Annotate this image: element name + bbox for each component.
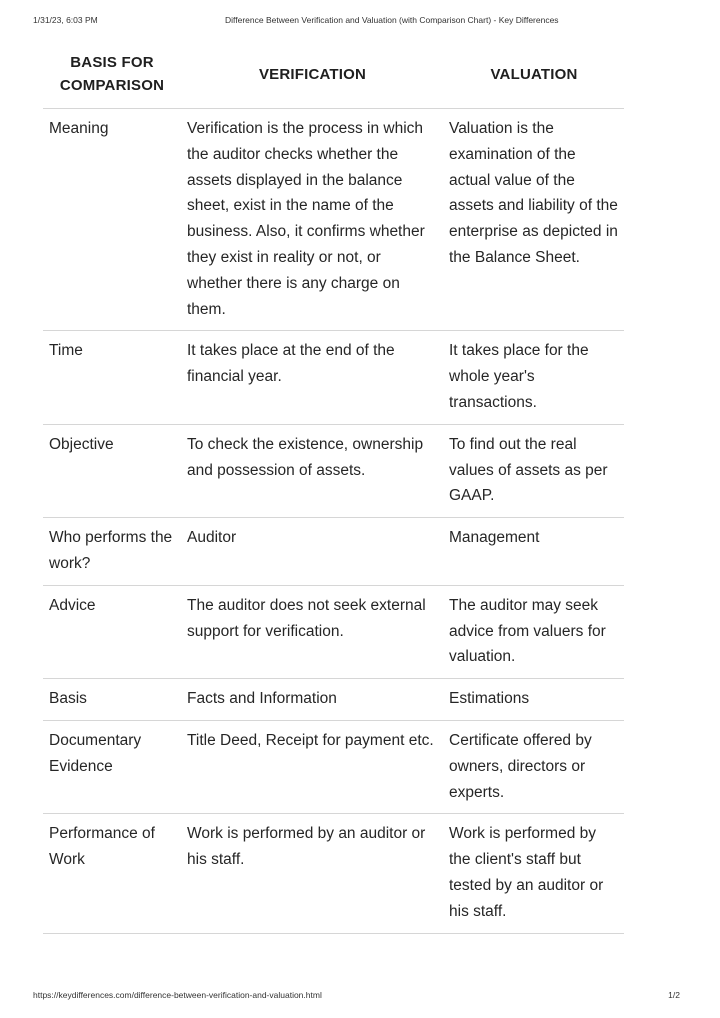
table-row [43, 331, 624, 424]
basis-cell: Who performs the work? [49, 529, 173, 572]
print-url: https://keydifferences.com/difference-between-verification-and-valuation.html [33, 990, 322, 1000]
basis-cell: Advice [49, 596, 96, 614]
valuation-cell: It takes place for the whole year's transactions. [449, 342, 589, 411]
valuation-cell: The auditor may seek advice from valuers for valuation. [449, 596, 606, 666]
basis-cell: Meaning [49, 120, 109, 137]
basis-cell: Time [49, 342, 83, 360]
header-verification: VERIFICATION [258, 65, 367, 83]
valuation-cell: Estimations [449, 690, 530, 708]
verification-cell: Auditor [187, 529, 237, 547]
verification-cell: It takes place at the end of the financial year. [187, 342, 395, 386]
print-datetime: 1/31/23, 6:03 PM [33, 15, 98, 25]
valuation-cell: Management [449, 529, 540, 547]
table-row [43, 109, 624, 331]
comparison-table [43, 50, 624, 934]
comparison-table-container [43, 50, 624, 934]
verification-cell: The auditor does not seek external support for verification. [187, 596, 426, 640]
valuation-cell: Valuation is the examination of the actual value of the assets and liability of the enterprise as depicted in the Balance Sheet. [449, 120, 618, 266]
verification-cell: Verification is the process in which the auditor checks whether the assets displayed in the balance sheet, exist in the name of the business. Also, it confirms whether they exist in reality or not, or whether there is any charge on them. [187, 120, 425, 318]
valuation-cell: Work is performed by the client's staff but tested by an auditor or his staff. [449, 825, 604, 920]
basis-cell: Objective [49, 435, 114, 453]
header-valuation: VALUATION [490, 65, 578, 83]
header-basis-line1: BASIS FOR [70, 54, 154, 71]
basis-cell: Performance of Work [49, 825, 155, 869]
table-row [43, 679, 624, 721]
valuation-cell: To find out the real values of assets as per GAAP. [449, 435, 608, 505]
table-row [43, 424, 624, 517]
table-header-row [43, 50, 624, 109]
header-basis [43, 50, 181, 109]
print-page-title: Difference Between Verification and Valuation (with Comparison Chart) - Key Differences [225, 15, 559, 25]
basis-cell: Basis [49, 690, 87, 708]
table-row [43, 814, 624, 933]
verification-cell: Work is performed by an auditor or his staff. [187, 825, 426, 869]
table-row [43, 720, 624, 813]
verification-cell: Facts and Information [187, 690, 337, 708]
valuation-cell: Certificate offered by owners, directors or experts. [449, 731, 592, 801]
print-header [33, 15, 687, 29]
verification-cell: To check the existence, ownership and possession of assets. [187, 435, 424, 479]
page-number: 1/2 [668, 990, 680, 1000]
table-row [43, 585, 624, 678]
verification-cell: Title Deed, Receipt for payment etc. [187, 731, 434, 749]
table-row [43, 518, 624, 586]
print-footer [33, 990, 680, 1002]
header-basis-line2: COMPARISON [59, 77, 165, 94]
basis-cell: Documentary Evidence [49, 731, 142, 775]
